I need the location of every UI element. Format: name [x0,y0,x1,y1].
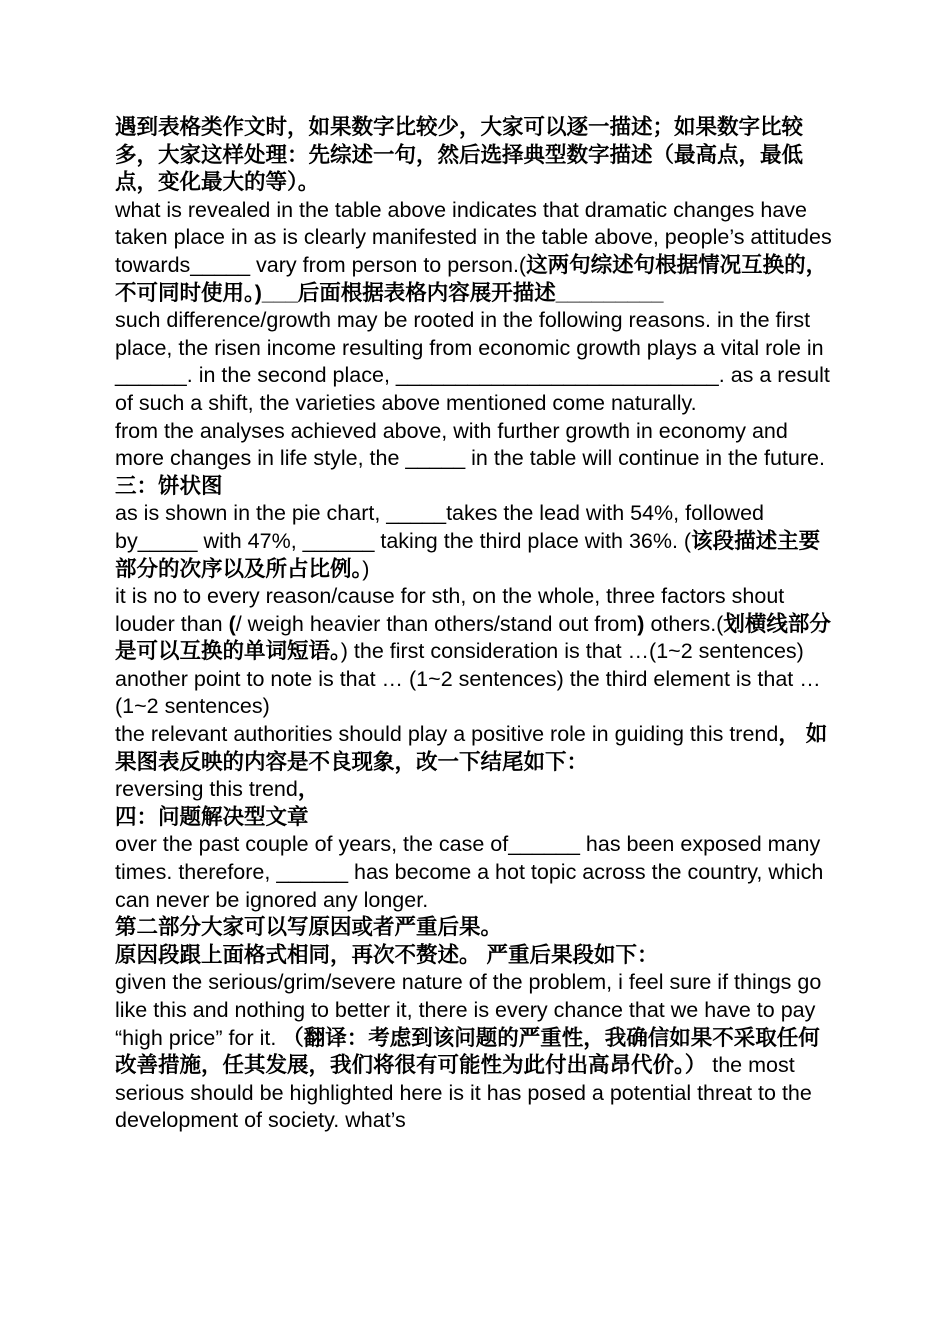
pie-paragraph-1 [115,500,840,583]
problem-paragraph-1: over the past couple of years, the case of______ has been exposed many times. therefore, ______ has become a hot topic across the country, which can never be ignored any longer. [115,832,824,912]
section-3-heading: 三：饼状图 [115,473,223,498]
table-paragraph-1-text: what is revealed in the table above indicates that dramatic changes have taken place in as is clearly manifested in the table above, people’s attitudes towards_____ vary from person to person.( [115,197,832,277]
pie-paragraph-2-part-d: ) the first consideration is that …(1~2 sentences) another point to note is that … (1~2 sentences) the third element is that … (1~2 sentences) [115,639,821,719]
problem-paragraph-2-text: given the serious/grim/severe nature of the problem, i feel sure if things go like this and nothing to better it, there is every chance that we have to pay “high price” for it. [115,970,822,1050]
pie-paragraph-1-end: ) [362,556,370,581]
table-paragraph-1 [115,197,840,307]
problem-paragraph-2-end: the most serious should be highlighted here is it has posed a potential threat to the development of society. what’s [115,1053,812,1133]
pie-paragraph-2-part-b: / weigh heavier than others/stand out from [235,611,638,636]
problem-paragraph-2-note: （翻译：考虑到该问题的严重性，我确信如果不采取任何改善措施，任其发展，我们将很有可能性为此付出高昂代价。） [115,1025,820,1078]
pie-paragraph-4-comma: ， [297,777,320,802]
pie-paragraph-2-paren-close: ) [637,611,645,636]
document-page [115,114,840,1135]
table-paragraph-3: from the analyses achieved above, with further growth in economy and more changes in life style, the _____ in the table will continue in the future. [115,418,825,471]
pie-paragraph-4 [115,776,840,804]
pie-paragraph-3-text: the relevant authorities should play a positive role in guiding this trend [115,722,779,747]
intro-heading: 遇到表格类作文时，如果数字比较少，大家可以逐一描述；如果数字比较多，大家这样处理：先综述一句，然后选择典型数字描述（最高点，最低点，变化最大的等）。 [115,115,804,195]
pie-paragraph-2-paren-open: ( [228,611,236,636]
pie-paragraph-3 [115,721,840,776]
table-paragraph-2: such difference/growth may be rooted in the following reasons. in the first place, the risen income resulting from economic growth plays a vital role in ______. in the second place, ___________________________. as a result of such a shift, the varieties above mentioned come naturally. [115,308,830,415]
pie-paragraph-1-text: as is shown in the pie chart, _____takes the lead with 54%, followed by_____ with 47%, ______ taking the third place with 36%. ( [115,501,764,553]
problem-paragraph-2 [115,969,840,1135]
pie-paragraph-2 [115,583,840,721]
pie-paragraph-2-part-c: others.( [644,611,724,636]
pie-paragraph-2-part-a: it is no to every reason/cause for sth, on the whole, three factors shout louder than [115,584,785,636]
section-4-heading: 四：问题解决型文章 [115,804,309,829]
table-paragraph-1-note: 这两句综述句根据情况互换的，不可同时使用。)___后面根据表格内容展开描述_________ [115,252,828,305]
pie-paragraph-4-text: reversing this trend [115,777,298,802]
pie-paragraph-3-note: ， 如果图表反映的内容是不良现象，改一下结尾如下： [115,722,828,774]
problem-heading-2: 第二部分大家可以写原因或者严重后果。 [115,915,503,940]
pie-paragraph-1-note: 该段描述主要部分的次序以及所占比例。 [115,528,821,581]
pie-paragraph-2-note: 划横线部分是可以互换的单词短语。 [115,611,831,664]
problem-heading-3: 原因段跟上面格式相同，再次不赘述。 严重后果段如下： [115,942,659,967]
